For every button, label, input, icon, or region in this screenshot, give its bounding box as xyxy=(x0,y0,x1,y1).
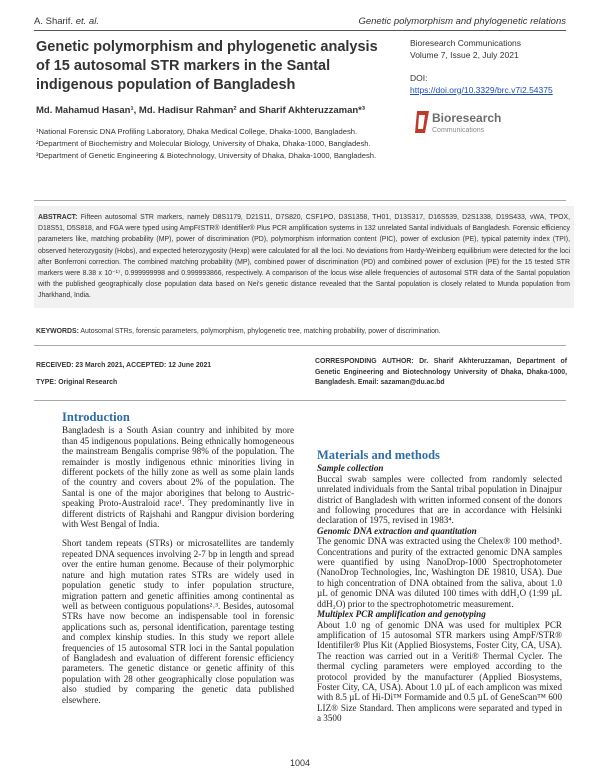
author-list: Md. Mahamud Hasan¹, Md. Hadisur Rahman² and Sharif Akhteruzzaman*³ xyxy=(36,105,366,116)
svg-text:Communications: Communications xyxy=(432,127,485,134)
running-header-title: Genetic polymorphism and phylogenetic relations xyxy=(358,16,566,27)
received-accepted: RECEIVED: 23 March 2021, ACCEPTED: 12 June 2021 xyxy=(36,362,212,369)
divider xyxy=(34,400,566,401)
sample-collection-heading: Sample collection xyxy=(317,463,384,474)
page-number: 1004 xyxy=(289,758,311,768)
affiliations xyxy=(36,126,396,162)
keywords-label: KEYWORDS: xyxy=(36,328,79,335)
abstract-text: Fifteen autosomal STR markers, namely D8S1179, D21S11, D7S820, CSF1PO, D3S1358, TH01, D13S317, D16S539, D2S1338, D19S433, vWA, TPOX, D18S51, D5S818, and FGA were typed using AmpFℓSTR® Identifiler® Plus PCR amplification systems in 132 unrelated Santal individuals of Bangladesh. Forensic efficiency parameters like, matching probability (MP), power of discrimination (PD), polymorphism information content (PIC), power of exclusion (PE), typical paternity index (TPI), observed heterozygosity (Hobs), and expected heterozygosity (Hexp) were calculated for all the loci. No deviations from Hardy-Weinberg equilibrium were detected for the loci after Bonferroni correction. The combined matching probability (MP), combined power of discrimination (PD) and combined power of exclusion (PE) for the 15 tested STR markers were 8.38 x 10⁻¹⁷, 0.999999998 and 0.999993866, respectively. A comparison of the locus wise allele frequencies of autosomal STR data of the Santal population with the published geographically close population data based on Nei's genetic distance revealed that the Santal population is closely related to Munda population from Jharkhand, India. xyxy=(38,214,571,300)
pcr-heading: Multiplex PCR amplification and genotyping xyxy=(317,609,486,620)
article-dates xyxy=(36,357,286,391)
dna-extraction-heading: Genomic DNA extraction and quantitation xyxy=(317,525,477,536)
abstract-label: ABSTRACT: xyxy=(38,214,78,221)
pcr-text: About 1.0 ng of genomic DNA was used for multiplex PCR amplification of 15 autosomal STR markers using AmpF/STR® Identifiler® Plus Kit (Applied Biosystems, Foster City, CA, USA). The reaction was carried out in a Veriti® Thermal Cycler. The thermal cycling parameters were employed according to the protocol provided by the manufacturer (Applied Biosystems, Foster City, CA, USA). About 1.0 µL of each amplicon was mixed with 8.5 µL of Hi-Di™ Formamide and 0.5 µL of GeneScan™ 600 LIZ® Size Standard. Then amplicons were separated and typed in a 3500 xyxy=(317,619,562,724)
intro-paragraph-1: Bangladesh is a South Asian country and inhibited by more than 45 indigenous populations. Being ethnically homogeneous the mainstream Bengalis comprise 98% of the population. The remainder is mostly indigenous ethnic minorities living in different pockets of the hilly zone as well as some plain lands of the country and covers about 2% of the population. The Santal is one of the major aborigines that belong to Austric-speaking Proto-Australoid race¹. They predominantly live in different districts of Rajshahi and Rangpur division bordering with West Bengal of India. xyxy=(62,425,294,530)
journal-info xyxy=(410,38,580,96)
doi-link[interactable]: https://doi.org/10.3329/brc.v7i2.54375 xyxy=(410,84,553,95)
running-header-etal: et. al. xyxy=(75,16,99,27)
journal-volume: Volume 7, Issue 2, July 2021 xyxy=(410,49,519,60)
corresponding-author xyxy=(315,357,567,389)
corresponding-text: Dr. Sharif Akhteruzzaman, Department of Genetic Engineering and Biotechnology University of Dhaka, Dhaka-1000, Bangladesh. Email: sazaman@du.ac.bd xyxy=(315,358,567,386)
keywords xyxy=(36,328,566,335)
affiliation-2: ²Department of Biochemistry and Molecular Biology, University of Dhaka, Dhaka-1000, Bangladesh. xyxy=(36,139,371,148)
affiliation-1: ¹National Forensic DNA Profiling Laboratory, Dhaka Medical College, Dhaka-1000, Bangladesh. xyxy=(36,127,358,136)
paper-title: Genetic polymorphism and phylogenetic analysis of 15 autosomal STR markers in the Santal indigenous population of Bangladesh xyxy=(36,39,378,93)
sample-collection-text: Buccal swab samples were collected from randomly selected unrelated individuals from the Santal tribal population in Dinajpur district of Bangladesh with written informed consent of the donors and following procedures that are in accordance with Helsinki declaration of 1975, revised in 1983⁴. xyxy=(317,473,562,526)
affiliation-3: ³Department of Genetic Engineering & Biotechnology, University of Dhaka, Dhaka-1000, Bangladesh. xyxy=(36,151,377,160)
corresponding-label: CORRESPONDING AUTHOR: xyxy=(315,358,414,365)
intro-heading: Introduction xyxy=(62,410,130,424)
methods-column xyxy=(317,450,562,724)
header-rule xyxy=(34,30,566,31)
running-header-author: A. Sharif. et. al. xyxy=(34,16,99,27)
journal-name: Bioresearch Communications xyxy=(410,38,522,48)
intro-column xyxy=(62,412,294,714)
divider xyxy=(34,345,566,346)
methods-heading: Materials and methods xyxy=(317,448,440,462)
bioresearch-logo xyxy=(415,107,535,137)
keywords-text: Autosomal STRs, forensic parameters, polymorphism, phylogenetic tree, matching probability, power of discrimination. xyxy=(80,328,441,335)
doi-label: DOI: xyxy=(410,73,428,83)
article-type: TYPE: Original Research xyxy=(36,379,118,386)
dna-extraction-text: The genomic DNA was extracted using the Chelex® 100 method⁵. Concentrations and purity of the extracted genomic DNA samples were quantified by using NanoDrop-1000 Spectrophotometer (NanoDrop Technologies, Inc, Washington DE 19810, USA). Due to high concentration of DNA obtained from the saliva, about 1.0 µL of genomic DNA was diluted 100 times with ddH₂O (1:99 µL ddH₂O) prior to the spectrophotometric measurement. xyxy=(317,536,562,609)
divider xyxy=(34,200,566,201)
svg-text:Bioresearch: Bioresearch xyxy=(432,111,502,125)
abstract-box xyxy=(34,206,574,308)
intro-paragraph-2: Short tandem repeats (STRs) or microsatellites are tandemly repeated DNA sequences involving 2-7 bp in length and spread over the entire human genome. Because of their polymorphic nature and high mutation rates STRs are widely used in population genetic study to infer population structure, migration pattern and genetic affinities among continental as well as between contiguous populations²˒³. Besides, autosomal STRs have now become an indispensable tool in forensic applications such as, personal identification, parentage testing and complex kinship studies. In this study we report allele frequencies of 15 autosomal STR loci in the Santal population of Bangladesh and evaluation of different forensic efficiency parameters. The genetic distance or genetic affinity of this population with 28 other geographically close population was also studied by comparing the genetic data published elsewhere. xyxy=(62,538,294,705)
